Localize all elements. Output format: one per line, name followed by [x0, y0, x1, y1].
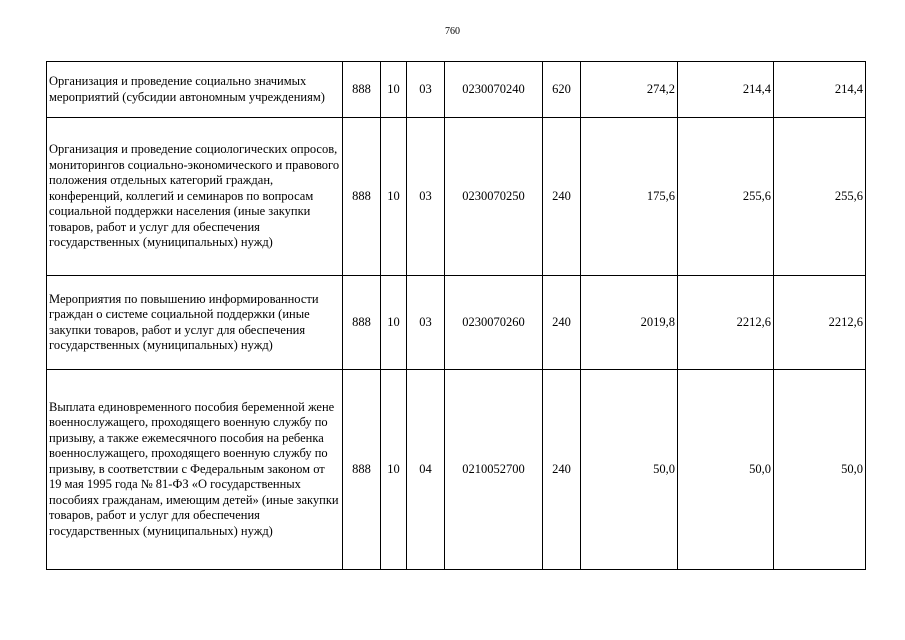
amount-year-1: 175,6: [581, 118, 678, 276]
ministry-code: 888: [343, 370, 381, 570]
amount-year-1: 274,2: [581, 62, 678, 118]
row-description: Организация и проведение социально значимых мероприятий (субсидии автономным учреждениям): [47, 62, 343, 118]
target-article-code: 0230070250: [445, 118, 543, 276]
expense-type-code: 240: [543, 370, 581, 570]
subsection-code: 03: [407, 276, 445, 370]
amount-year-2: 2212,6: [678, 276, 774, 370]
budget-table: [46, 61, 866, 570]
amount-year-1: 50,0: [581, 370, 678, 570]
subsection-code: 03: [407, 62, 445, 118]
subsection-code: 03: [407, 118, 445, 276]
ministry-code: 888: [343, 62, 381, 118]
amount-year-3: 214,4: [774, 62, 866, 118]
table-row: [47, 276, 866, 370]
table-row: [47, 118, 866, 276]
expense-type-code: 620: [543, 62, 581, 118]
row-description: Организация и проведение социологических опросов, мониторингов социально-экономического и правового положения отдельных категорий граждан, конференций, коллегий и семинаров по вопросам социальной поддержки населения (иные закупки товаров, работ и услуг для обеспечения государственных (муниципальных) нужд): [47, 118, 343, 276]
row-description: Мероприятия по повышению информированности граждан о системе социальной поддержки (иные закупки товаров, работ и услуг для обеспечения государственных (муниципальных) нужд): [47, 276, 343, 370]
section-code: 10: [381, 276, 407, 370]
section-code: 10: [381, 370, 407, 570]
amount-year-2: 50,0: [678, 370, 774, 570]
table-row: [47, 62, 866, 118]
target-article-code: 0230070240: [445, 62, 543, 118]
amount-year-1: 2019,8: [581, 276, 678, 370]
amount-year-3: 50,0: [774, 370, 866, 570]
table-row: [47, 370, 866, 570]
target-article-code: 0230070260: [445, 276, 543, 370]
section-code: 10: [381, 118, 407, 276]
amount-year-3: 255,6: [774, 118, 866, 276]
amount-year-3: 2212,6: [774, 276, 866, 370]
expense-type-code: 240: [543, 118, 581, 276]
expense-type-code: 240: [543, 276, 581, 370]
row-description: Выплата единовременного пособия беременной жене военнослужащего, проходящего военную службу по призыву, а также ежемесячного пособия на ребенка военнослужащего, проходящего военную службу по призыву, в соответствии с Федеральным законом от 19 мая 1995 года № 81-ФЗ «О государственных пособиях гражданам, имеющим детей» (иные закупки товаров, работ и услуг для обеспечения государственных (муниципальных) нужд): [47, 370, 343, 570]
amount-year-2: 255,6: [678, 118, 774, 276]
ministry-code: 888: [343, 118, 381, 276]
section-code: 10: [381, 62, 407, 118]
ministry-code: 888: [343, 276, 381, 370]
page-number: 760: [445, 26, 460, 37]
amount-year-2: 214,4: [678, 62, 774, 118]
target-article-code: 0210052700: [445, 370, 543, 570]
subsection-code: 04: [407, 370, 445, 570]
